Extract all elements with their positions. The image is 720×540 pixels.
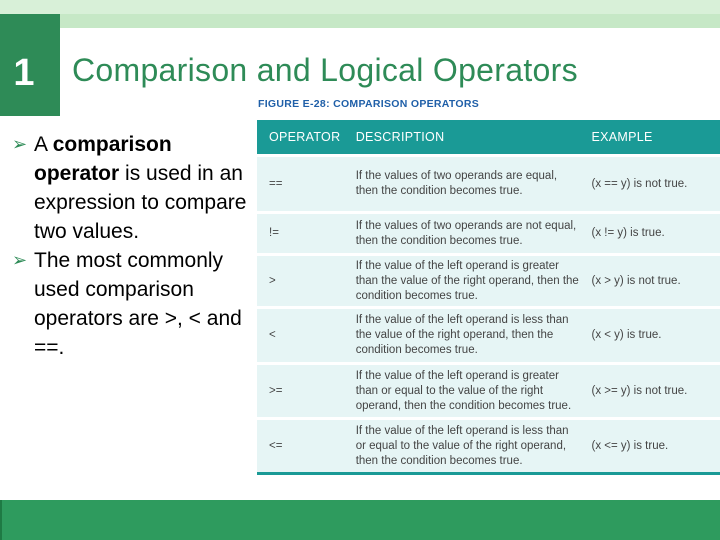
cell-example: (x == y) is not true.	[586, 156, 720, 213]
table-row	[257, 213, 720, 255]
cell-operator: >	[257, 255, 350, 308]
table-row	[257, 308, 720, 364]
slide-title: Comparison and Logical Operators	[72, 52, 578, 88]
table-row	[257, 364, 720, 419]
cell-operator: <=	[257, 419, 350, 474]
cell-description: If the value of the left operand is greater than or equal to the value of the right operand, then the condition becomes true.	[350, 364, 586, 419]
arrow-bullet-icon: ➢	[12, 250, 28, 270]
bullet-text-pre: A	[34, 133, 53, 156]
table-row	[257, 419, 720, 474]
cell-operator: ==	[257, 156, 350, 213]
figure-caption: FIGURE E-28: COMPARISON OPERATORS	[258, 98, 480, 110]
cell-example: (x != y) is true.	[586, 213, 720, 255]
slide-number: 1	[13, 52, 35, 94]
table-row	[257, 255, 720, 308]
slide-number-box	[0, 14, 60, 116]
cell-description: If the value of the left operand is less than or equal to the value of the right operand, then the condition becomes true.	[350, 419, 586, 474]
bullet-list	[12, 130, 262, 362]
bullet-text-bold: comparison operator	[34, 133, 172, 185]
arrow-bullet-icon: ➢	[12, 134, 28, 154]
cell-operator: >=	[257, 364, 350, 419]
header-description: DESCRIPTION	[350, 120, 586, 156]
footer-accent	[0, 500, 2, 540]
cell-operator: <	[257, 308, 350, 364]
cell-description: If the values of two operands are not equal, then the condition becomes true.	[350, 213, 586, 255]
header-operator: OPERATOR	[257, 120, 350, 156]
cell-example: (x > y) is not true.	[586, 255, 720, 308]
top-decor-inner	[60, 14, 720, 28]
footer-bar	[0, 500, 720, 540]
cell-description: If the value of the left operand is greater than the value of the right operand, then the condition becomes true.	[350, 255, 586, 308]
table-row	[257, 156, 720, 213]
cell-example: (x <= y) is true.	[586, 419, 720, 474]
cell-description: If the values of two operands are equal, then the condition becomes true.	[350, 156, 586, 213]
cell-description: If the value of the left operand is less than the value of the right operand, then the condition becomes true.	[350, 308, 586, 364]
cell-example: (x < y) is true.	[586, 308, 720, 364]
cell-operator: !=	[257, 213, 350, 255]
bullet-item	[12, 246, 262, 362]
bullet-text-pre: The most commonly used comparison operators are >, < and ==.	[34, 249, 242, 359]
top-decor-strip	[0, 0, 720, 28]
bullet-item	[12, 130, 262, 246]
header-example: EXAMPLE	[586, 120, 720, 156]
cell-example: (x >= y) is not true.	[586, 364, 720, 419]
table-header-row	[257, 120, 720, 156]
comparison-operators-table	[257, 120, 720, 475]
bullet-text-post: is used in an expression to compare two values.	[34, 162, 247, 243]
